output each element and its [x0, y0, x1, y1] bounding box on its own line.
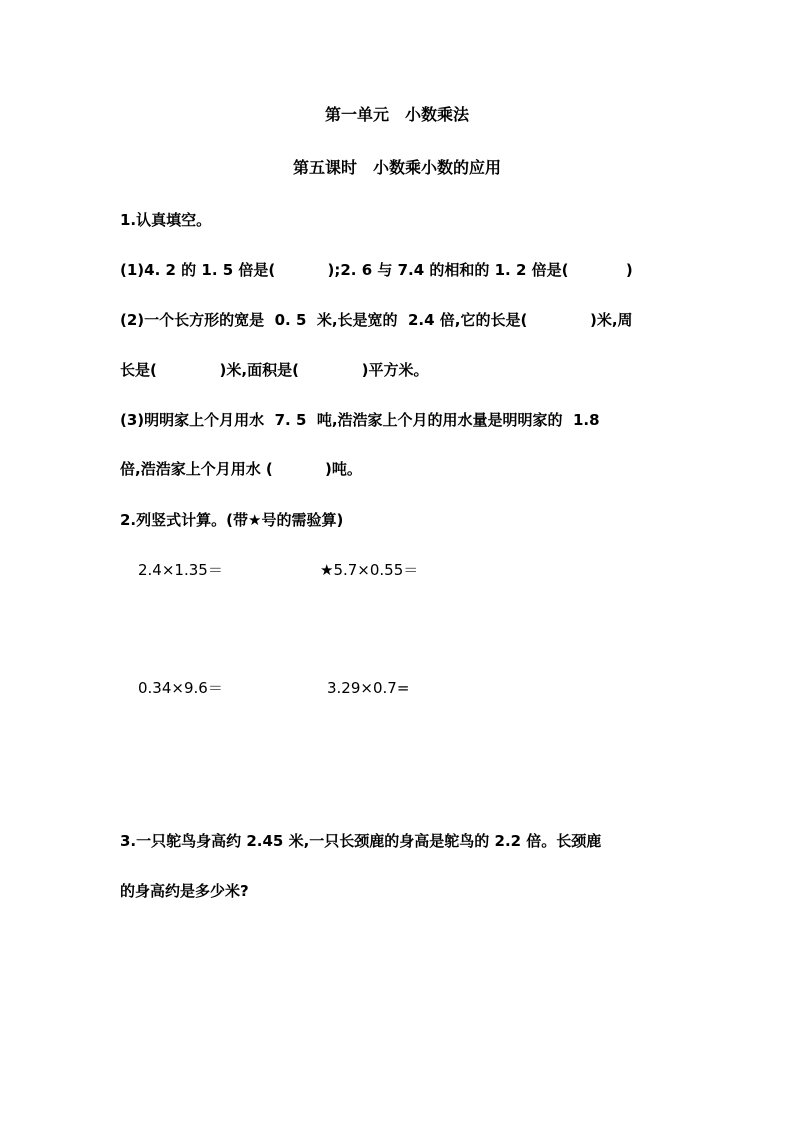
question-1-3-line1: (3)明明家上个月用水 7. 5 吨,浩浩家上个月的用水量是明明家的 1.8	[120, 411, 600, 429]
section1-heading: 1.认真填空。	[120, 211, 212, 229]
calc-item-4: 3.29×0.7=	[327, 679, 410, 697]
calc-item-1: 2.4×1.35＝	[138, 561, 223, 579]
question-1-1: (1)4. 2 的 1. 5 倍是( );2. 6 与 7.4 的相和的 1. 2 倍是( )	[120, 261, 633, 279]
question-1-3-line2: 倍,浩浩家上个月用水 ( )吨。	[120, 460, 362, 478]
unit-title: 第一单元 小数乘法	[324, 105, 469, 124]
section2-heading: 2.列竖式计算。(带★号的需验算)	[120, 511, 344, 529]
calc-item-3: 0.34×9.6＝	[138, 679, 223, 697]
question-1-2-line2: 长是( )米,面积是( )平方米。	[120, 361, 429, 379]
question-3-line2: 的身高约是多少米?	[120, 882, 249, 900]
lesson-title: 第五课时 小数乘小数的应用	[292, 158, 501, 177]
calc-item-2: ★5.7×0.55＝	[320, 561, 419, 579]
question-1-2-line1: (2)一个长方形的宽是 0. 5 米,长是宽的 2.4 倍,它的长是( )米,周	[120, 311, 633, 329]
question-3-line1: 3.一只鸵鸟身高约 2.45 米,一只长颈鹿的身高是鸵鸟的 2.2 倍。长颈鹿	[120, 832, 602, 850]
